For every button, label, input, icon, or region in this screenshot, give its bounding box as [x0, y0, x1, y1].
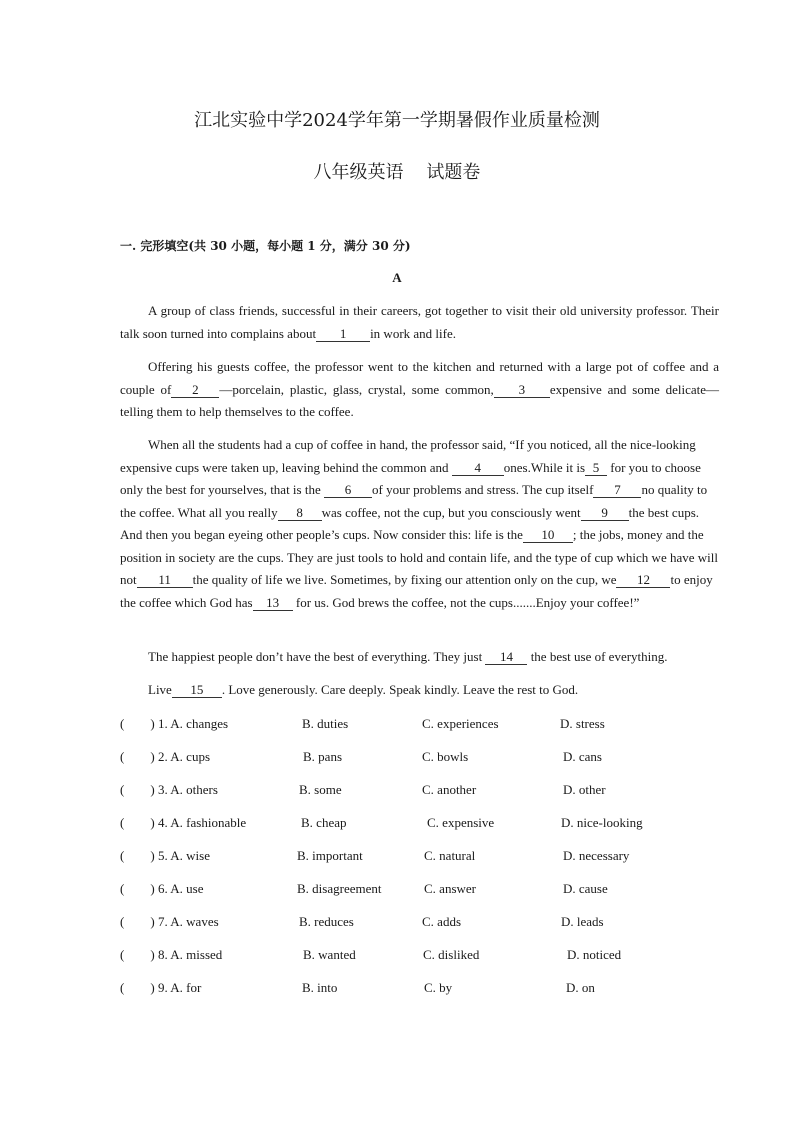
text-segment: . Love generously. Care deeply. Speak kindly. Leave the rest to God.: [221, 682, 579, 697]
option-d[interactable]: D. cans: [563, 749, 602, 764]
option-c[interactable]: C. experiences: [422, 716, 499, 731]
option-d[interactable]: D. necessary: [563, 848, 630, 863]
paragraph-5: [120, 679, 719, 702]
option-d[interactable]: D. noticed: [567, 947, 622, 962]
option-a[interactable]: 2. A. cups: [158, 749, 210, 764]
paragraph-3: [120, 434, 719, 614]
blank-2: 2: [171, 382, 219, 398]
option-c[interactable]: C. answer: [424, 881, 476, 896]
paragraph-4: [120, 646, 719, 669]
option-d[interactable]: D. nice-looking: [561, 815, 643, 830]
option-a[interactable]: 4. A. fashionable: [158, 815, 247, 830]
blank-7: 7: [593, 482, 641, 498]
question-row: [120, 947, 720, 967]
option-d[interactable]: D. stress: [560, 716, 605, 731]
option-c[interactable]: C. expensive: [427, 815, 495, 830]
blank-13: 13: [253, 595, 293, 611]
blank-8: 8: [278, 505, 322, 521]
blank-9: 9: [581, 505, 629, 521]
text-segment: the best use of everything.: [527, 649, 668, 664]
option-a[interactable]: 5. A. wise: [158, 848, 210, 863]
option-b[interactable]: B. wanted: [303, 947, 356, 962]
option-a[interactable]: 9. A. for: [158, 980, 202, 995]
text-segment: the quality of life we live. Sometimes, by fixing our attention only on the cup, we: [192, 572, 617, 587]
answer-paren[interactable]: ( ): [120, 881, 155, 896]
text-segment: the best cups. And then you began eyeing other people’s cups. Now consider this: life is the: [120, 504, 700, 542]
option-d[interactable]: D. on: [566, 980, 595, 995]
answer-paren[interactable]: ( ): [120, 914, 155, 929]
option-c[interactable]: C. bowls: [422, 749, 469, 764]
blank-11: 11: [137, 572, 193, 588]
answer-paren[interactable]: ( ): [120, 749, 155, 764]
blank-10: 10: [523, 527, 573, 543]
option-a[interactable]: 3. A. others: [158, 782, 218, 797]
option-d[interactable]: D. other: [563, 782, 606, 797]
question-row: [120, 980, 720, 1000]
text-segment: for us. God brews the coffee, not the cups.......Enjoy your coffee!”: [292, 594, 640, 610]
blank-4: 4: [452, 460, 504, 476]
question-row: [120, 848, 720, 868]
blank-1: 1: [316, 326, 370, 342]
question-row: [120, 914, 720, 934]
option-b[interactable]: B. pans: [303, 749, 342, 764]
section-heading: 一. 完形填空(共 30 小题，每小题 1 分，满分 30 分): [120, 239, 411, 253]
answer-paren[interactable]: ( ): [120, 815, 155, 830]
text-segment: in work and life.: [370, 325, 456, 341]
answer-paren[interactable]: ( ): [120, 980, 155, 995]
exam-subtitle: 八年级英语 试题卷: [313, 162, 481, 183]
option-a[interactable]: 1. A. changes: [158, 716, 229, 731]
paragraph-1: [120, 300, 719, 345]
option-b[interactable]: B. some: [299, 782, 342, 797]
text-segment: Offering his guests coffee, the professor went to the kitchen and returned with a large pot of coffee and a couple of: [120, 359, 719, 397]
answer-paren[interactable]: ( ): [120, 782, 155, 797]
text-segment: of your problems and stress. The cup itself: [372, 482, 594, 497]
passage-label: A: [392, 270, 402, 285]
text-segment: The happiest people don’t have the best of everything. They just: [148, 649, 486, 664]
option-c[interactable]: C. another: [422, 782, 477, 797]
text-segment: for you to choose only the best for yourselves, that is the: [120, 459, 701, 497]
blank-5: 5: [585, 460, 607, 476]
text-segment: Live: [148, 682, 172, 697]
option-c[interactable]: C. natural: [424, 848, 476, 863]
question-row: [120, 815, 720, 835]
exam-title: 江北实验中学2024学年第一学期暑假作业质量检测: [194, 110, 600, 131]
question-row: [120, 782, 720, 802]
question-row: [120, 749, 720, 769]
option-b[interactable]: B. cheap: [301, 815, 347, 830]
option-a[interactable]: 7. A. waves: [158, 914, 219, 929]
option-c[interactable]: C. disliked: [423, 947, 480, 962]
question-row: [120, 881, 720, 901]
option-d[interactable]: D. leads: [561, 914, 604, 929]
text-segment: ones.While it is: [503, 459, 586, 475]
blank-14: 14: [485, 649, 527, 665]
option-b[interactable]: B. duties: [302, 716, 349, 731]
text-segment: no quality to the coffee. What all you really: [120, 482, 708, 520]
text-segment: A group of class friends, successful in their careers, got together to visit their old university professor. Their talk soon turned into complains about: [120, 303, 719, 341]
text-segment: —porcelain, plastic, glass, crystal, some common,: [219, 381, 494, 397]
option-a[interactable]: 8. A. missed: [158, 947, 223, 962]
option-b[interactable]: B. important: [297, 848, 363, 863]
answer-paren[interactable]: ( ): [120, 848, 155, 863]
text-segment: When all the students had a cup of coffee in hand, the professor said, “If you noticed, all the nice-looking expensive cups were taken up, leaving behind the common and: [120, 437, 696, 475]
paragraph-2: [120, 356, 719, 424]
option-c[interactable]: C. by: [424, 980, 453, 995]
answer-paren[interactable]: ( ): [120, 947, 155, 962]
option-b[interactable]: B. reduces: [299, 914, 354, 929]
answer-paren[interactable]: ( ): [120, 716, 155, 731]
option-d[interactable]: D. cause: [563, 881, 608, 896]
text-segment: expensive and some delicate—telling them to help themselves to the coffee.: [120, 381, 720, 419]
option-c[interactable]: C. adds: [422, 914, 461, 929]
blank-12: 12: [616, 572, 670, 588]
blank-6: 6: [324, 482, 372, 498]
text-segment: ; the jobs, money and the position in society are the cups. They are just tools to hold and contain life, and the type of cup which we have will not: [120, 527, 718, 587]
blank-15: 15: [172, 682, 222, 698]
option-a[interactable]: 6. A. use: [158, 881, 204, 896]
text-segment: to enjoy the coffee which God has: [120, 572, 713, 610]
blank-3: 3: [494, 382, 550, 398]
question-row: [120, 716, 720, 736]
option-b[interactable]: B. disagreement: [297, 881, 382, 896]
option-b[interactable]: B. into: [302, 980, 338, 995]
text-segment: was coffee, not the cup, but you consciously went: [321, 504, 581, 520]
